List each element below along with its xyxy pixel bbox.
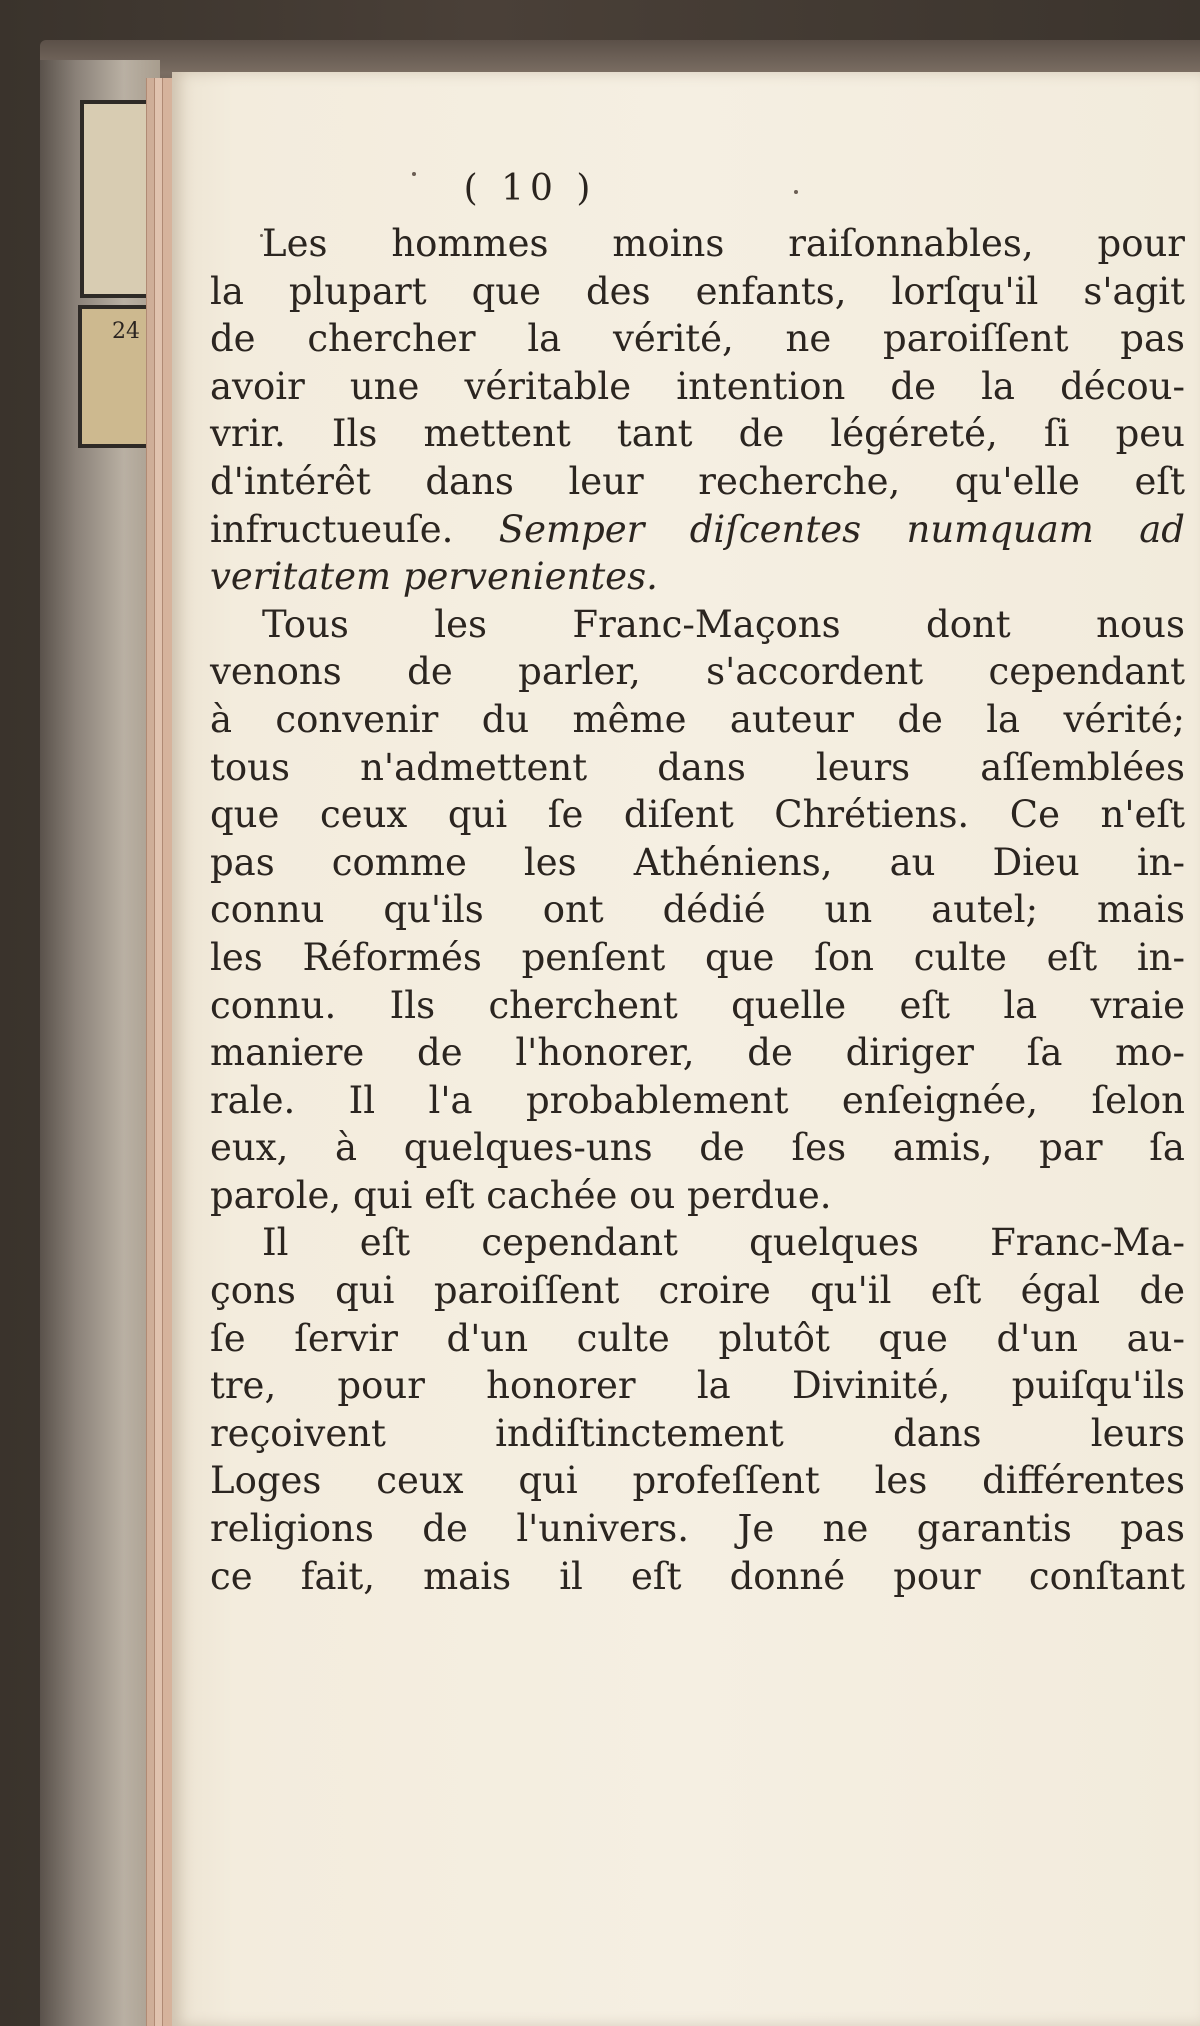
text-line: avoir une véritable intention de la décou- [210,364,1185,408]
page-number [0,168,1200,209]
text-line: les Réformés penſent que ſon culte eſt in- [210,935,1185,979]
text-line: reçoivent indiſtinctement dans leurs [210,1411,1185,1455]
text-line: de chercher la vérité, ne paroiſſent pas [210,317,1185,361]
text-line: religions de l'univers. Je ne garantis pas [210,1507,1185,1551]
page-text [210,220,1185,1600]
page-number-text: ( 10 ) [463,168,597,209]
text-line: vrir. Ils mettent tant de légéreté, ſi peu [210,412,1185,456]
text-line: çons qui paroiſſent croire qu'il eſt égal de [210,1269,1185,1313]
text-line: rale. Il l'a probablement enſeignée, ſelon [210,1078,1185,1122]
text-line: venons de parler, s'accordent cependant [210,650,1185,694]
latin-quote: Semper diſcentes numquam ad [498,507,1185,551]
text-line: à convenir du même auteur de la vérité; [210,697,1185,741]
text-line: tous n'admettent dans leurs aſſemblées [210,745,1185,789]
text-line: d'intérêt dans leur recherche, qu'elle eſt [210,459,1185,503]
shelf-label-number: 24 [112,319,140,344]
text-line: connu qu'ils ont dédié un autel; mais [210,888,1185,932]
text-line: Les hommes moins raiſonnables, pour [262,222,1185,265]
text-line: ſe ſervir d'un culte plutôt que d'un au- [210,1316,1185,1360]
text-line: eux, à quelques-uns de ſes amis, par ſa [210,1126,1185,1170]
text-line: que ceux qui ſe diſent Chrétiens. Ce n'eſt [210,793,1185,837]
text-line: parole, qui eſt cachée ou perdue. [210,1173,832,1217]
latin-quote-line: veritatem pervenientes. [210,555,658,599]
text-line: maniere de l'honorer, de diriger ſa mo- [210,1031,1185,1075]
text-line: connu. Ils cherchent quelle eſt la vraie [210,983,1185,1027]
text-line-mixed [210,506,1185,554]
text-line: Loges ceux qui profeſſent les différentes [210,1459,1185,1503]
text-line: ce fait, mais il eſt donné pour conſtant [210,1554,1185,1598]
text-line: pas comme les Athéniens, au Dieu in- [210,840,1185,884]
text-line: la plupart que des enfants, lorſqu'il s'agit [210,269,1185,313]
text-run: infructueuſe. [210,507,454,551]
text-line: Il eſt cependant quelques Franc-Ma- [262,1221,1185,1265]
text-line: Tous les Franc-Maçons dont nous [262,602,1185,646]
text-line: tre, pour honorer la Divinité, puiſqu'ils [210,1364,1185,1408]
